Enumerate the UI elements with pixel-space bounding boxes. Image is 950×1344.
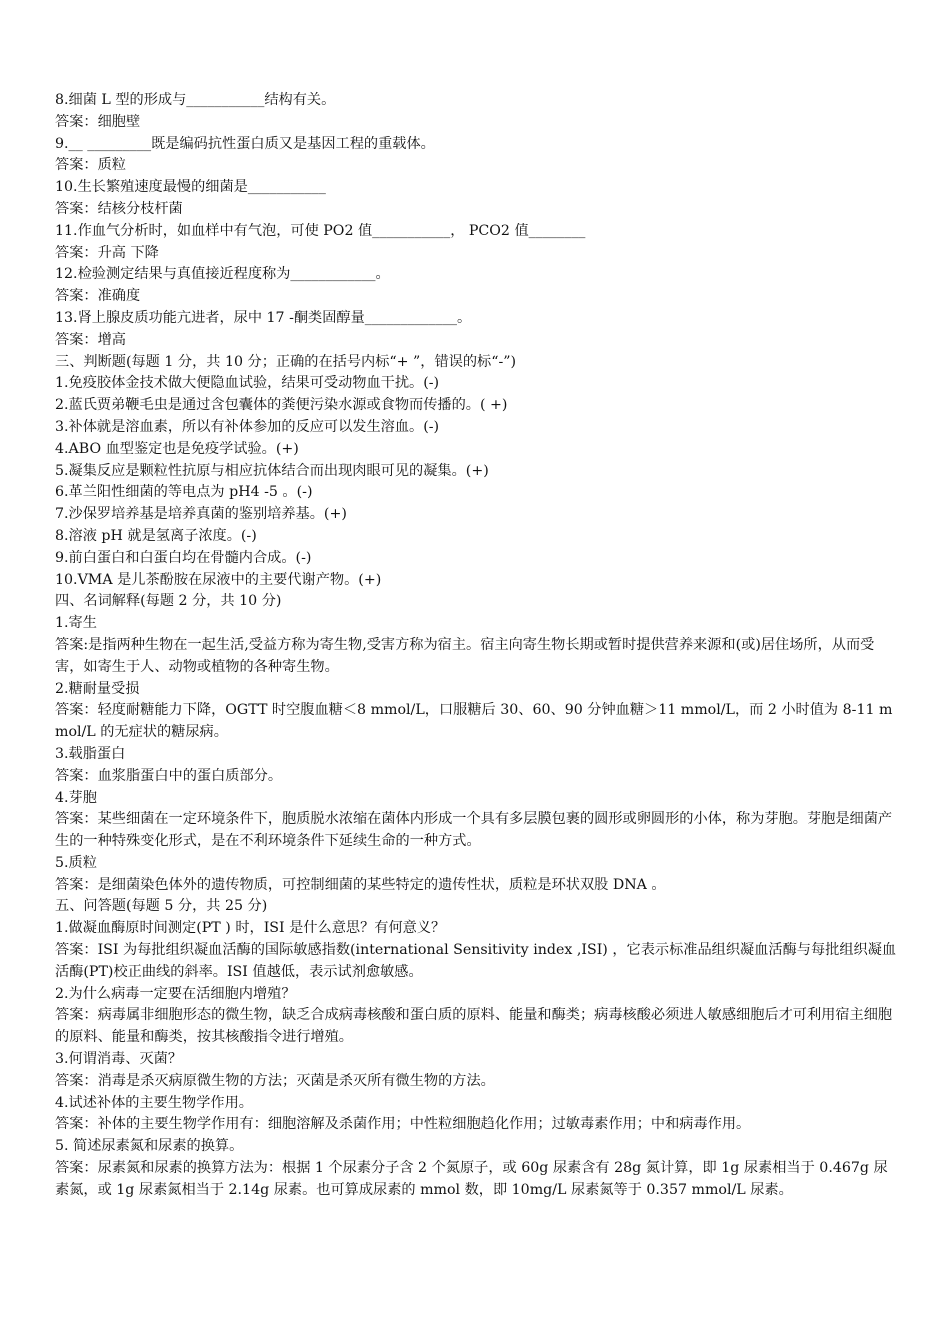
text-line: 三、判断题(每题 1 分，共 10 分；正确的在括号内标“+ ”，错误的标“-”) [55,353,517,370]
text-line: 8.溶液 pH 就是氢离子浓度。(-) [55,527,257,544]
text-line: 答案：细胞壁 [55,113,141,130]
document-page [55,90,900,1202]
text-line: 答案：补体的主要生物学作用有：细胞溶解及杀菌作用；中性粒细胞趋化作用；过敏毒素作用；中和病毒作用。 [55,1116,751,1133]
text-line: 答案：质粒 [55,157,126,174]
text-line: 9.__ _________既是编码抗性蛋白质又是基因工程的重载体。 [55,135,435,152]
text-line: 4.芽胞 [55,789,97,806]
text-line: 答案：尿素氮和尿素的换算方法为：根据 1 个尿素分子含 2 个氮原子，或 60g 尿素含有 28g 氮计算，即 1g 尿素相当于 0.467g 尿素氮，或 1g 尿素氮相当于 2.14g 尿素。也可算成尿素的 mmol 数，即 10mg/L 尿素氮等于 0.357 mmol/L 尿素。 [55,1160,888,1198]
text-line: 答案：病毒属非细胞形态的微生物，缺乏合成病毒核酸和蛋白质的原料、能量和酶类；病毒核酸必须进人敏感细胞后才可利用宿主细胞的原料、能量和酶类，按其核酸指令进行增殖。 [55,1007,893,1046]
text-line: 11.作血气分析时，如血样中有气泡，可使 PO2 值___________， PCO2 值________ [55,222,586,239]
text-line: 9.前白蛋白和白蛋白均在骨髓内合成。(-) [55,549,312,566]
text-line: 2.蓝氏贾弟鞭毛虫是通过含包囊体的粪便污染水源或食物而传播的。( +) [55,397,508,414]
text-line: 5.质粒 [55,854,97,871]
text-line: 3.何谓消毒、灭菌？ [55,1051,183,1068]
text-line: 答案：是细菌染色体外的遗传物质，可控制细菌的某些特定的遗传性状，质粒是环状双股 DNA 。 [55,876,666,893]
text-line: 6.革兰阳性细菌的等电点为 pH4 -5 。(-) [55,484,313,501]
text-line: 12.检验测定结果与真值接近程度称为____________。 [55,266,390,283]
text-line: 2.糖耐量受损 [55,680,140,697]
text-line: 10.生长繁殖速度最慢的细菌是___________ [55,179,326,196]
text-line: 答案：结核分枝杆菌 [55,200,183,217]
text-line: 答案：增高 [55,331,126,348]
text-line: 5.凝集反应是颗粒性抗原与相应抗体结合而出现肉眼可见的凝集。(+) [55,462,489,479]
text-line: 答案：ISI 为每批组织凝血活酶的国际敏感指数(international Sensitivity index ,ISI) ，它表示标准品组织凝血活酶与每批组织凝血活酶(PT)校正曲线的斜率。ISI 值越低，表示试剂愈敏感。 [55,942,897,980]
text-line: 1.免疫胶体金技术做大便隐血试验，结果可受动物血干扰。(-) [55,375,440,392]
text-line: 13.肾上腺皮质功能亢进者，尿中 17 -酮类固醇量_____________。 [55,309,472,326]
text-line: 答案：轻度耐糖能力下降，OGTT 时空腹血糖＜8 mmol/L，口服糖后 30、60、90 分钟血糖＞11 mmol/L，而 2 小时值为 8-11 mmol/L 的无症状的糖尿病。 [55,702,893,741]
text-line: 1.做凝血酶原时间测定(PT ) 时，ISI 是什么意思？有何意义？ [55,920,446,937]
text-line: 4.试述补体的主要生物学作用。 [55,1094,253,1111]
text-line: 五、问答题(每题 5 分，共 25 分) [55,898,268,915]
text-line: 1.寄生 [55,615,97,632]
text-line: 2.为什么病毒一定要在活细胞内增殖？ [55,985,296,1002]
text-line: 10.VMA 是儿茶酚胺在尿液中的主要代谢产物。(+) [55,571,382,588]
text-line: 7.沙保罗培养基是培养真菌的鉴别培养基。(+) [55,506,347,523]
text-line: 8.细菌 L 型的形成与___________结构有关。 [55,92,336,108]
text-line: 5. 简述尿素氮和尿素的换算。 [55,1138,244,1155]
text-line: 答案：升高 下降 [55,244,159,261]
text-line: 四、名词解释(每题 2 分，共 10 分) [55,593,282,610]
text-line: 答案：血浆脂蛋白中的蛋白质部分。 [55,767,283,784]
text-line: 3.载脂蛋白 [55,745,126,762]
text-line: 4.ABO 血型鉴定也是免疫学试验。(+) [55,440,299,457]
text-line: 答案：准确度 [55,288,141,305]
text-line: 答案:是指两种生物在一起生活,受益方称为寄生物,受害方称为宿主。宿主向寄生物长期或暂时提供营养来源和(或)居住场所，从而受害，如寄生于人、动物或植物的各种寄生物。 [55,636,875,675]
text-line: 3.补体就是溶血素，所以有补体参加的反应可以发生溶血。(-) [55,418,440,435]
text-line: 答案：消毒是杀灭病原微生物的方法；灭菌是杀灭所有微生物的方法。 [55,1072,495,1089]
text-line: 答案：某些细菌在一定环境条件下，胞质脱水浓缩在菌体内形成一个具有多层膜包裹的圆形或卵圆形的小体，称为芽胞。芽胞是细菌产生的一种特殊变化形式，是在不利环境条件下延续生命的一种方式。 [55,811,893,850]
